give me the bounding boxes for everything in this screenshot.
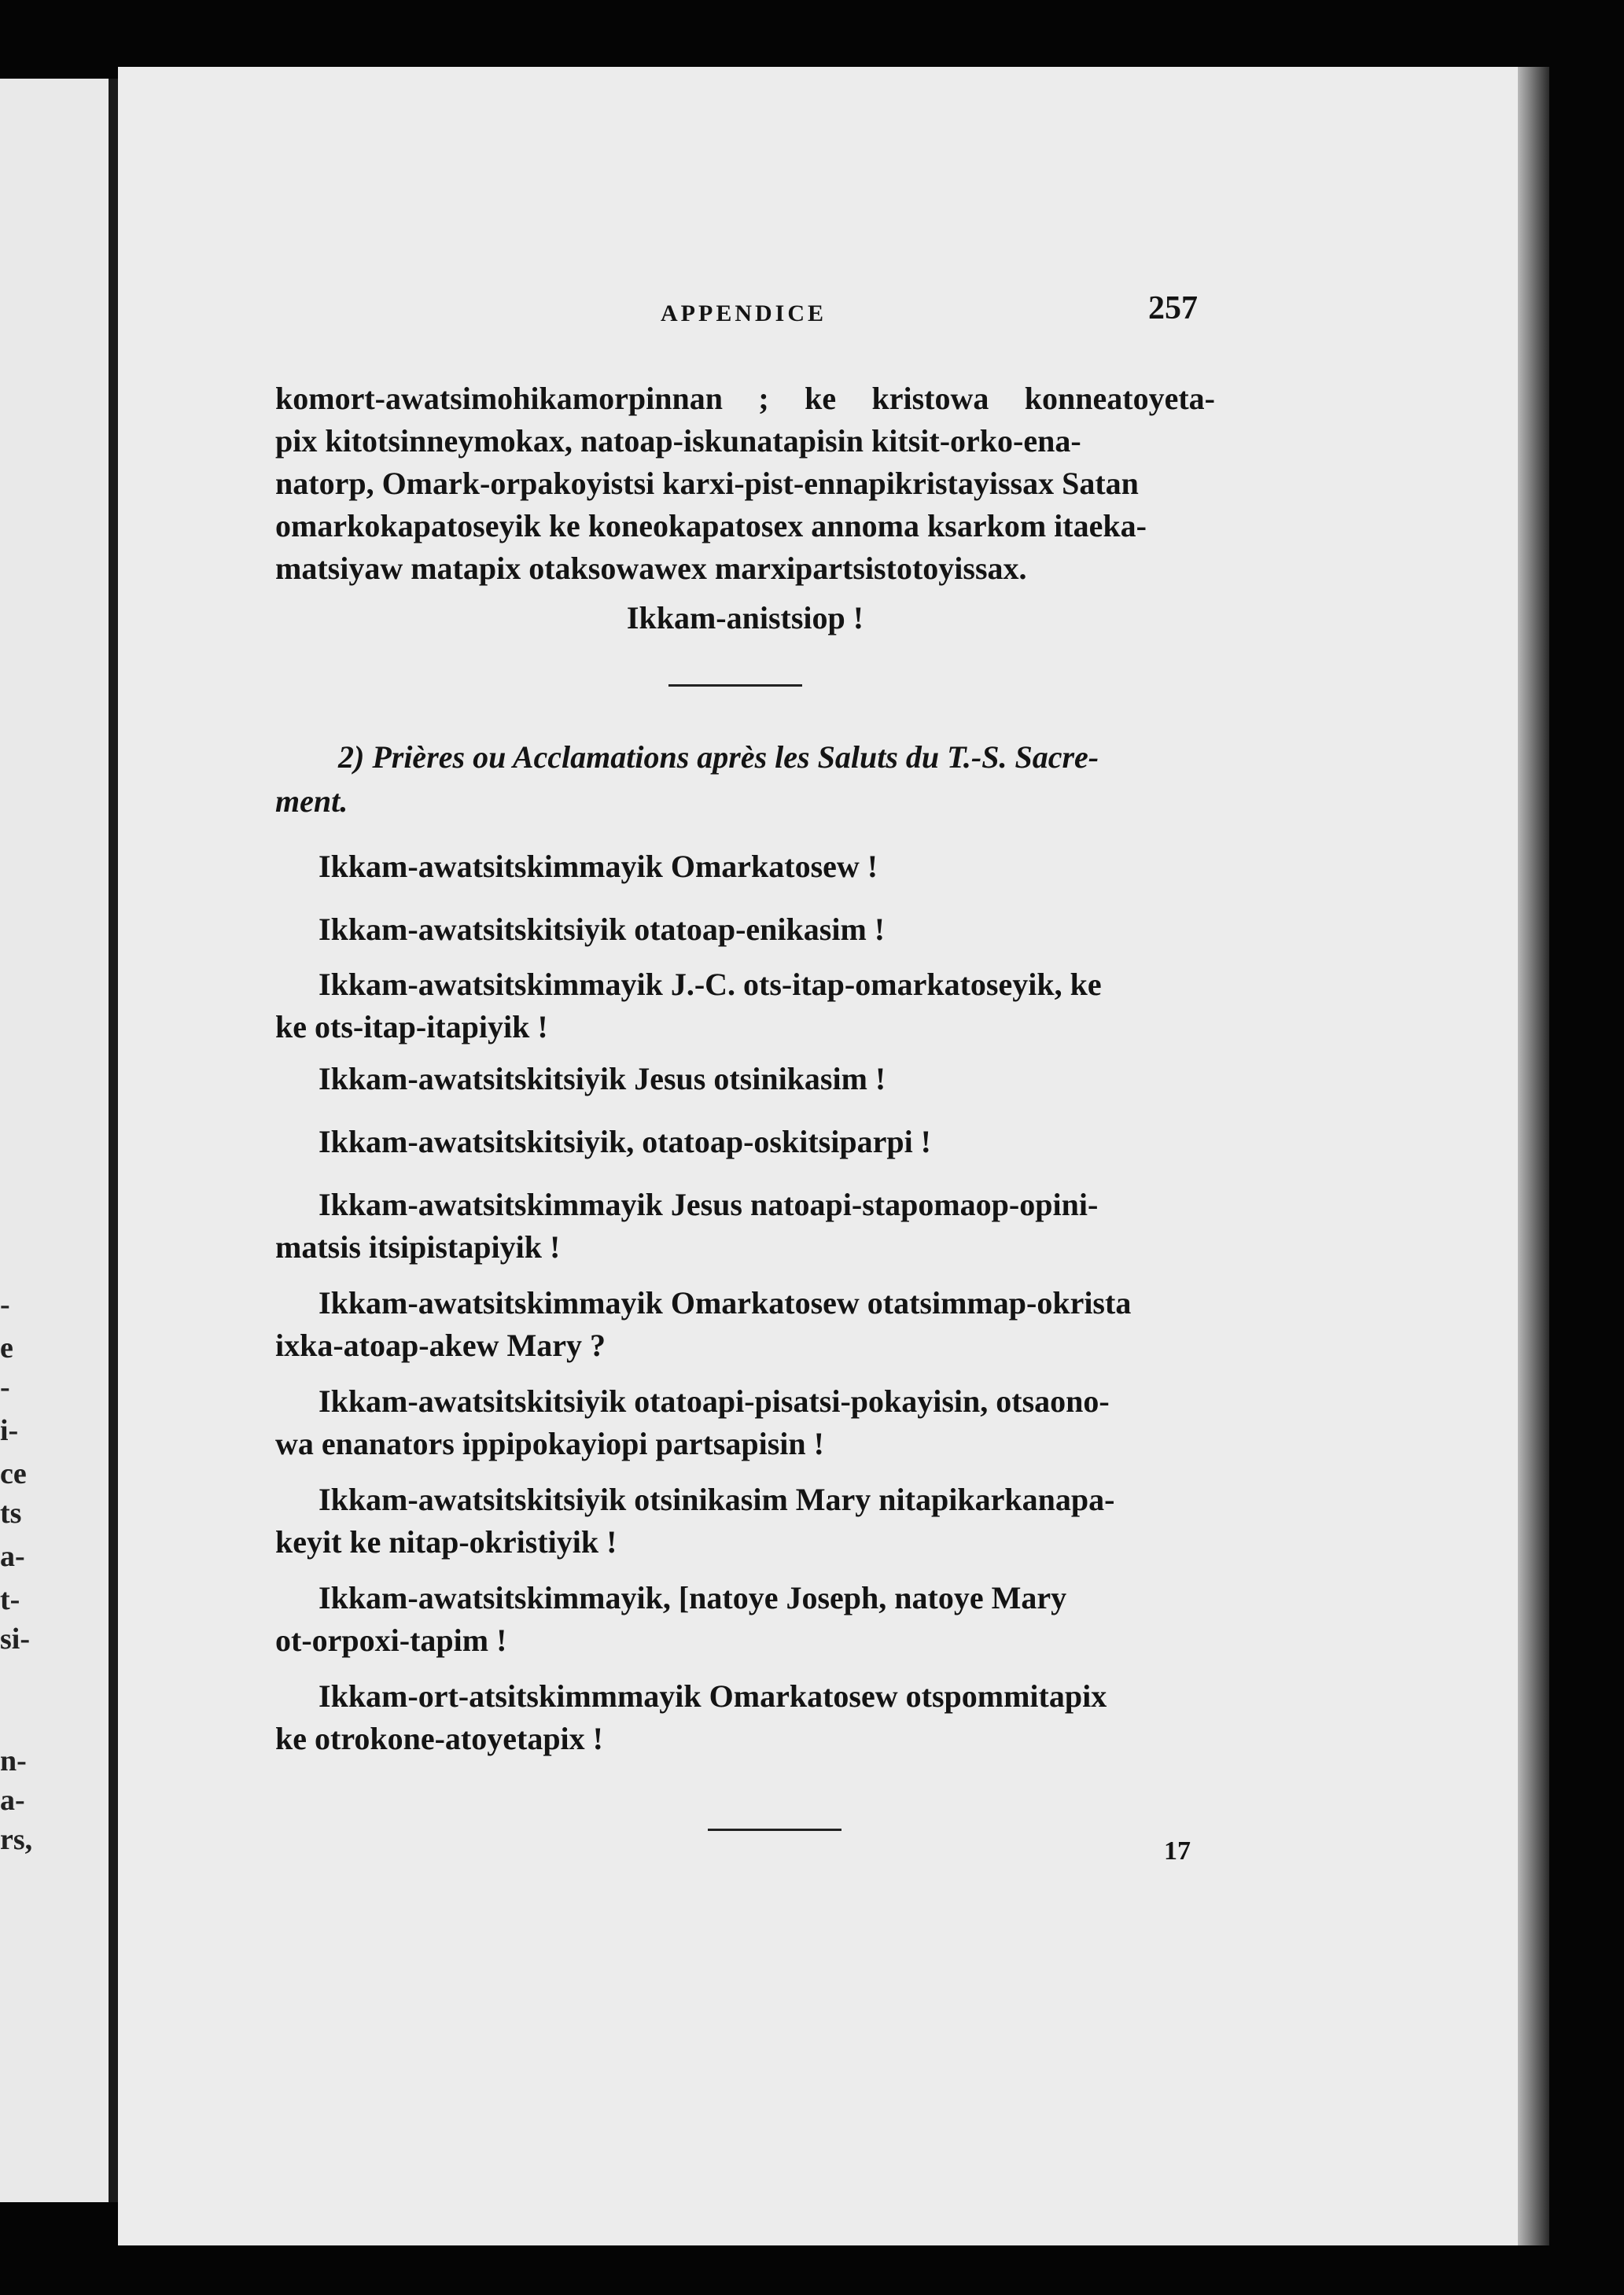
acclamation-first-line: Ikkam-ort-atsitskimmmayik Omarkatosew otspommitapix [319,1678,1107,1714]
left-margin-fragment: rs, [0,1823,33,1856]
paragraph-line: pix kitotsinneymokax, natoap-iskunatapisin kitsit-orko-ena- [275,423,1081,459]
section-heading [275,735,1215,823]
acclamation-continuation: ixka-atoap-akew Mary ? [275,1328,606,1363]
left-margin-fragment: i- [0,1414,19,1447]
section-divider [668,684,802,687]
acclamation-continuation: ot-orpoxi-tapim ! [275,1623,507,1658]
section-heading-line: ment. [275,783,348,819]
acclamation [275,1577,1215,1662]
running-header: APPENDICE [661,300,827,326]
left-margin-fragment: ts [0,1497,22,1530]
book-spine [109,79,118,2202]
acclamation-first-line: Ikkam-awatsitskitsiyik otatoap-enikasim ! [319,912,886,947]
intro-paragraph [275,378,1215,590]
acclamation-first-line: Ikkam-awatsitskitsiyik otatoapi-pisatsi-pokayisin, otsaono- [319,1383,1110,1419]
acclamation [275,1058,1215,1100]
left-margin-fragment: a- [0,1784,25,1817]
acclamation [275,1479,1215,1564]
acclamation-continuation: ke ots-itap-itapiyik ! [275,1009,548,1044]
left-margin-fragment: t- [0,1583,20,1616]
left-margin-fragment: - [0,1371,10,1404]
signature-mark: 17 [1164,1836,1191,1866]
paragraph-line: omarkokapatoseyik ke koneokapatosex annoma ksarkom itaeka- [275,508,1147,543]
acclamation-first-line: Ikkam-awatsitskimmayik Jesus natoapi-stapomaop-opini- [319,1187,1099,1222]
acclamation-continuation: wa enanators ippipokayiopi partsapisin ! [275,1426,824,1461]
acclamation [275,845,1215,888]
acclamation-first-line: Ikkam-awatsitskitsiyik, otatoap-oskitsiparpi ! [319,1124,932,1159]
acclamation [275,1282,1215,1367]
left-margin-fragment: a- [0,1540,25,1573]
acclamation-continuation: ke otrokone-atoyetapix ! [275,1721,603,1756]
left-margin-fragment: - [0,1288,10,1321]
left-margin-fragment: n- [0,1744,27,1777]
acclamation-first-line: Ikkam-awatsitskitsiyik Jesus otsinikasim ! [319,1061,886,1096]
paragraph-line: natorp, Omark-orpakoyistsi karxi-pist-ennapikristayissax Satan [275,466,1139,501]
page-number: 257 [1148,290,1198,326]
end-divider [708,1829,841,1831]
closing-line: Ikkam-anistsiop ! [626,600,864,635]
acclamation [275,963,1215,1048]
acclamation [275,908,1215,951]
acclamation-first-line: Ikkam-awatsitskimmayik Omarkatosew ! [319,849,878,884]
acclamation-first-line: Ikkam-awatsitskimmayik Omarkatosew otatsimmap-okrista [319,1285,1132,1321]
left-page-fragment [0,79,110,2202]
acclamation-first-line: Ikkam-awatsitskimmayik J.-C. ots-itap-omarkatoseyik, ke [319,967,1102,1002]
paragraph-line: matsiyaw matapix otaksowawex marxipartsistotoyissax. [275,551,1027,586]
section-heading-line: 2) Prières ou Acclamations après les Saluts du T.-S. Sacre- [338,739,1099,775]
acclamation-continuation: keyit ke nitap-okristiyik ! [275,1524,617,1560]
acclamation [275,1675,1215,1760]
acclamation [275,1121,1215,1163]
acclamation-continuation: matsis itsipistapiyik ! [275,1229,561,1265]
paragraph-line: komort-awatsimohikamorpinnan ; ke kristowa konneatoyeta- [275,381,1215,416]
left-margin-fragment: ce [0,1457,27,1490]
left-margin-fragment: si- [0,1623,30,1656]
acclamation-first-line: Ikkam-awatsitskitsiyik otsinikasim Mary nitapikarkanapa- [319,1482,1115,1517]
acclamation [275,1184,1215,1269]
acclamation-first-line: Ikkam-awatsitskimmayik, [natoye Joseph, natoye Mary [319,1580,1067,1615]
acclamation [275,1380,1215,1465]
page-edge-shadow [1518,67,1549,2245]
left-margin-fragment: e [0,1332,13,1365]
